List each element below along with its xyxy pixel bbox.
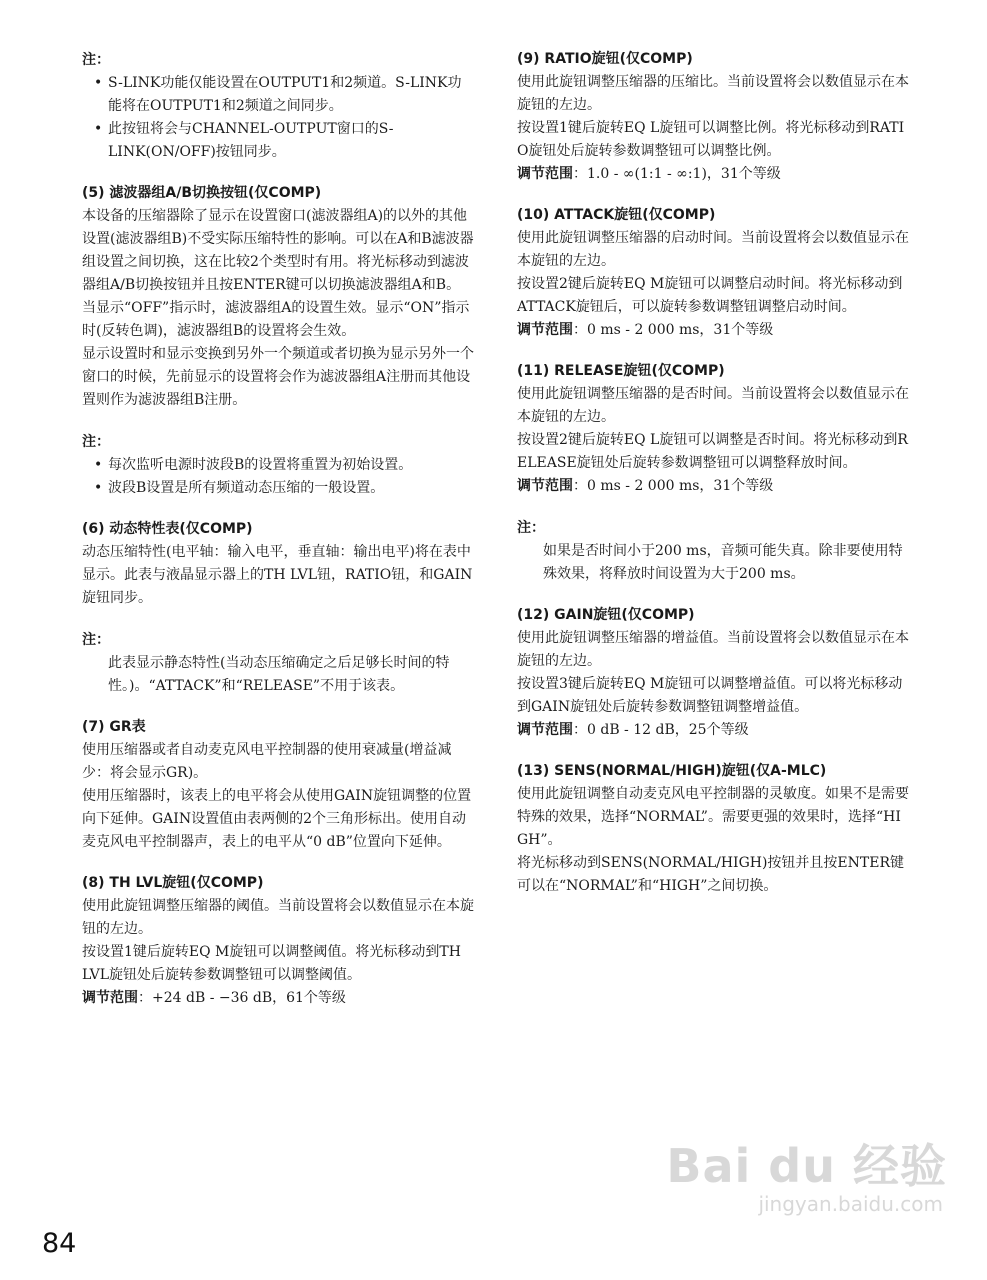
- right-column: [517, 48, 909, 916]
- left-column: [82, 48, 474, 1028]
- paragraph: 使用此旋钮调整压缩器的压缩比。当前设置将会以数值显示在本旋钮的左边。: [517, 74, 909, 113]
- paragraph: 动态压缩特性(电平轴：输入电平，垂直轴：输出电平)将在表中显示。此表与液晶显示器上的TH LVL钮，RATIO钮，和GAIN旋钮同步。: [82, 544, 473, 606]
- paragraph: 使用压缩器时，该表上的电平将会从使用GAIN旋钮调整的位置向下延伸。GAIN设置值由表两侧的2个三角形标出。使用自动麦克风电平控制器声，表上的电平从“0 dB”位置向下延伸。: [82, 788, 472, 850]
- paragraph: 当显示“OFF”指示时，滤波器组A的设置生效。显示“ON”指示时(反转色调)，滤波器组B的设置将会生效。: [82, 300, 470, 339]
- note-text: 如果是否时间小于200 ms，音频可能失真。除非要使用特殊效果，将释放时间设置为大于200 ms。: [543, 543, 903, 582]
- range-label: 调节范围: [517, 722, 573, 738]
- paragraph: 使用压缩器或者自动麦克风电平控制器的使用衰减量(增益减少：将会显示GR)。: [82, 742, 452, 781]
- section-heading: (12) GAIN旋钮(仅COMP): [517, 607, 695, 623]
- section-13-sens-knob: [517, 760, 909, 898]
- adjust-range: [517, 163, 909, 186]
- paragraph: 使用此旋钮调整压缩器的阈值。当前设置将会以数值显示在本旋钮的左边。: [82, 898, 474, 937]
- adjust-range: [82, 987, 474, 1010]
- range-value: ：+24 dB - −36 dB，61个等级: [138, 990, 346, 1006]
- note-release-time: [517, 516, 909, 586]
- note-text: 此表显示静态特性(当动态压缩确定之后足够长时间的特性。)。“ATTACK”和“RELEASE”不用于该表。: [108, 655, 450, 694]
- paragraph: 按设置1键后旋转EQ L旋钮可以调整比例。将光标移动到RATIO旋钮处后旋转参数调整钮可以调整比例。: [517, 120, 905, 159]
- page-number: 84: [42, 1228, 77, 1259]
- range-label: 调节范围: [82, 990, 138, 1006]
- watermark-logo: Bai du 经验: [666, 1139, 947, 1193]
- watermark: [666, 1130, 947, 1240]
- note-list: [82, 72, 474, 164]
- section-heading: (13) SENS(NORMAL/HIGH)旋钮(仅A-MLC): [517, 763, 827, 779]
- section-heading: (5) 滤波器组A/B切换按钮(仅COMP): [82, 185, 322, 201]
- section-10-attack-knob: [517, 204, 909, 342]
- paragraph: 按设置2键后旋转EQ M旋钮可以调整启动时间。将光标移动到ATTACK旋钮后，可以旋转参数调整钮调整启动时间。: [517, 276, 903, 315]
- section-12-gain-knob: [517, 604, 909, 742]
- paragraph: 使用此旋钮调整压缩器的是否时间。当前设置将会以数值显示在本旋钮的左边。: [517, 386, 909, 425]
- section-7-gr-meter: [82, 716, 474, 854]
- paragraph: 本设备的压缩器除了显示在设置窗口(滤波器组A)的以外的其他设置(滤波器组B)不受实际压缩特性的影响。可以在A和B滤波器组设置之间切换，这在比较2个类型时有用。将光标移动到滤波器组A/B切换按钮并且按ENTER键可以切换滤波器组A和B。: [82, 208, 474, 293]
- section-5-filter-bank-switch: [82, 182, 474, 412]
- range-label: 调节范围: [517, 322, 573, 338]
- note-item: • 每次监听电源时波段B的设置将重置为初始设置。: [94, 454, 474, 477]
- note-slink: [82, 48, 474, 164]
- paragraph: 显示设置时和显示变换到另外一个频道或者切换为显示另外一个窗口的时候，先前显示的设置将会作为滤波器组A注册而其他设置则作为滤波器组B注册。: [82, 346, 474, 408]
- range-value: ：1.0 - ∞(1:1 - ∞:1)，31个等级: [573, 166, 781, 182]
- section-heading: (7) GR表: [82, 719, 146, 735]
- section-heading: (11) RELEASE旋钮(仅COMP): [517, 363, 725, 379]
- range-label: 调节范围: [517, 166, 573, 182]
- section-heading: (10) ATTACK旋钮(仅COMP): [517, 207, 716, 223]
- range-label: 调节范围: [517, 478, 573, 494]
- note-static-characteristic: [82, 628, 474, 698]
- paragraph: 按设置2键后旋转EQ L旋钮可以调整是否时间。将光标移动到RELEASE旋钮处后旋转参数调整钮可以调整释放时间。: [517, 432, 908, 471]
- note-label: 注：: [517, 520, 545, 536]
- adjust-range: [517, 719, 909, 742]
- note-item: • 此按钮将会与CHANNEL-OUTPUT窗口的S-LINK(ON/OFF)按钮同步。: [94, 118, 474, 164]
- section-heading: (6) 动态特性表(仅COMP): [82, 521, 253, 537]
- paragraph: 使用此旋钮调整压缩器的启动时间。当前设置将会以数值显示在本旋钮的左边。: [517, 230, 909, 269]
- note-label: 注：: [82, 52, 110, 68]
- note-band-b: [82, 430, 474, 500]
- adjust-range: [517, 475, 909, 498]
- paragraph: 按设置1键后旋转EQ M旋钮可以调整阈值。将光标移动到TH LVL旋钮处后旋转参数调整钮可以调整阈值。: [82, 944, 461, 983]
- section-9-ratio-knob: [517, 48, 909, 186]
- note-list: [82, 454, 474, 500]
- section-heading: (9) RATIO旋钮(仅COMP): [517, 51, 693, 67]
- range-value: ：0 ms - 2 000 ms，31个等级: [573, 322, 774, 338]
- section-6-dynamics-table: [82, 518, 474, 610]
- range-value: ：0 ms - 2 000 ms，31个等级: [573, 478, 774, 494]
- paragraph: 使用此旋钮调整自动麦克风电平控制器的灵敏度。如果不是需要特殊的效果，选择“NORMAL”。需要更强的效果时，选择“HIGH”。: [517, 786, 909, 848]
- watermark-url: jingyan.baidu.com: [758, 1192, 943, 1216]
- section-11-release-knob: [517, 360, 909, 498]
- note-label: 注：: [82, 632, 110, 648]
- section-heading: (8) TH LVL旋钮(仅COMP): [82, 875, 264, 891]
- range-value: ：0 dB - 12 dB，25个等级: [573, 722, 749, 738]
- paragraph: 按设置3键后旋转EQ M旋钮可以调整增益值。可以将光标移动到GAIN旋钮处后旋转参数调整钮调整增益值。: [517, 676, 903, 715]
- paragraph: 将光标移动到SENS(NORMAL/HIGH)按钮并且按ENTER键可以在“NORMAL”和“HIGH”之间切换。: [517, 855, 905, 894]
- paragraph: 使用此旋钮调整压缩器的增益值。当前设置将会以数值显示在本旋钮的左边。: [517, 630, 909, 669]
- note-label: 注：: [82, 434, 110, 450]
- note-item: • S-LINK功能仅能设置在OUTPUT1和2频道。S-LINK功能将在OUTPUT1和2频道之间同步。: [94, 72, 474, 118]
- note-item: • 波段B设置是所有频道动态压缩的一般设置。: [94, 477, 474, 500]
- adjust-range: [517, 319, 909, 342]
- section-8-th-lvl-knob: [82, 872, 474, 1010]
